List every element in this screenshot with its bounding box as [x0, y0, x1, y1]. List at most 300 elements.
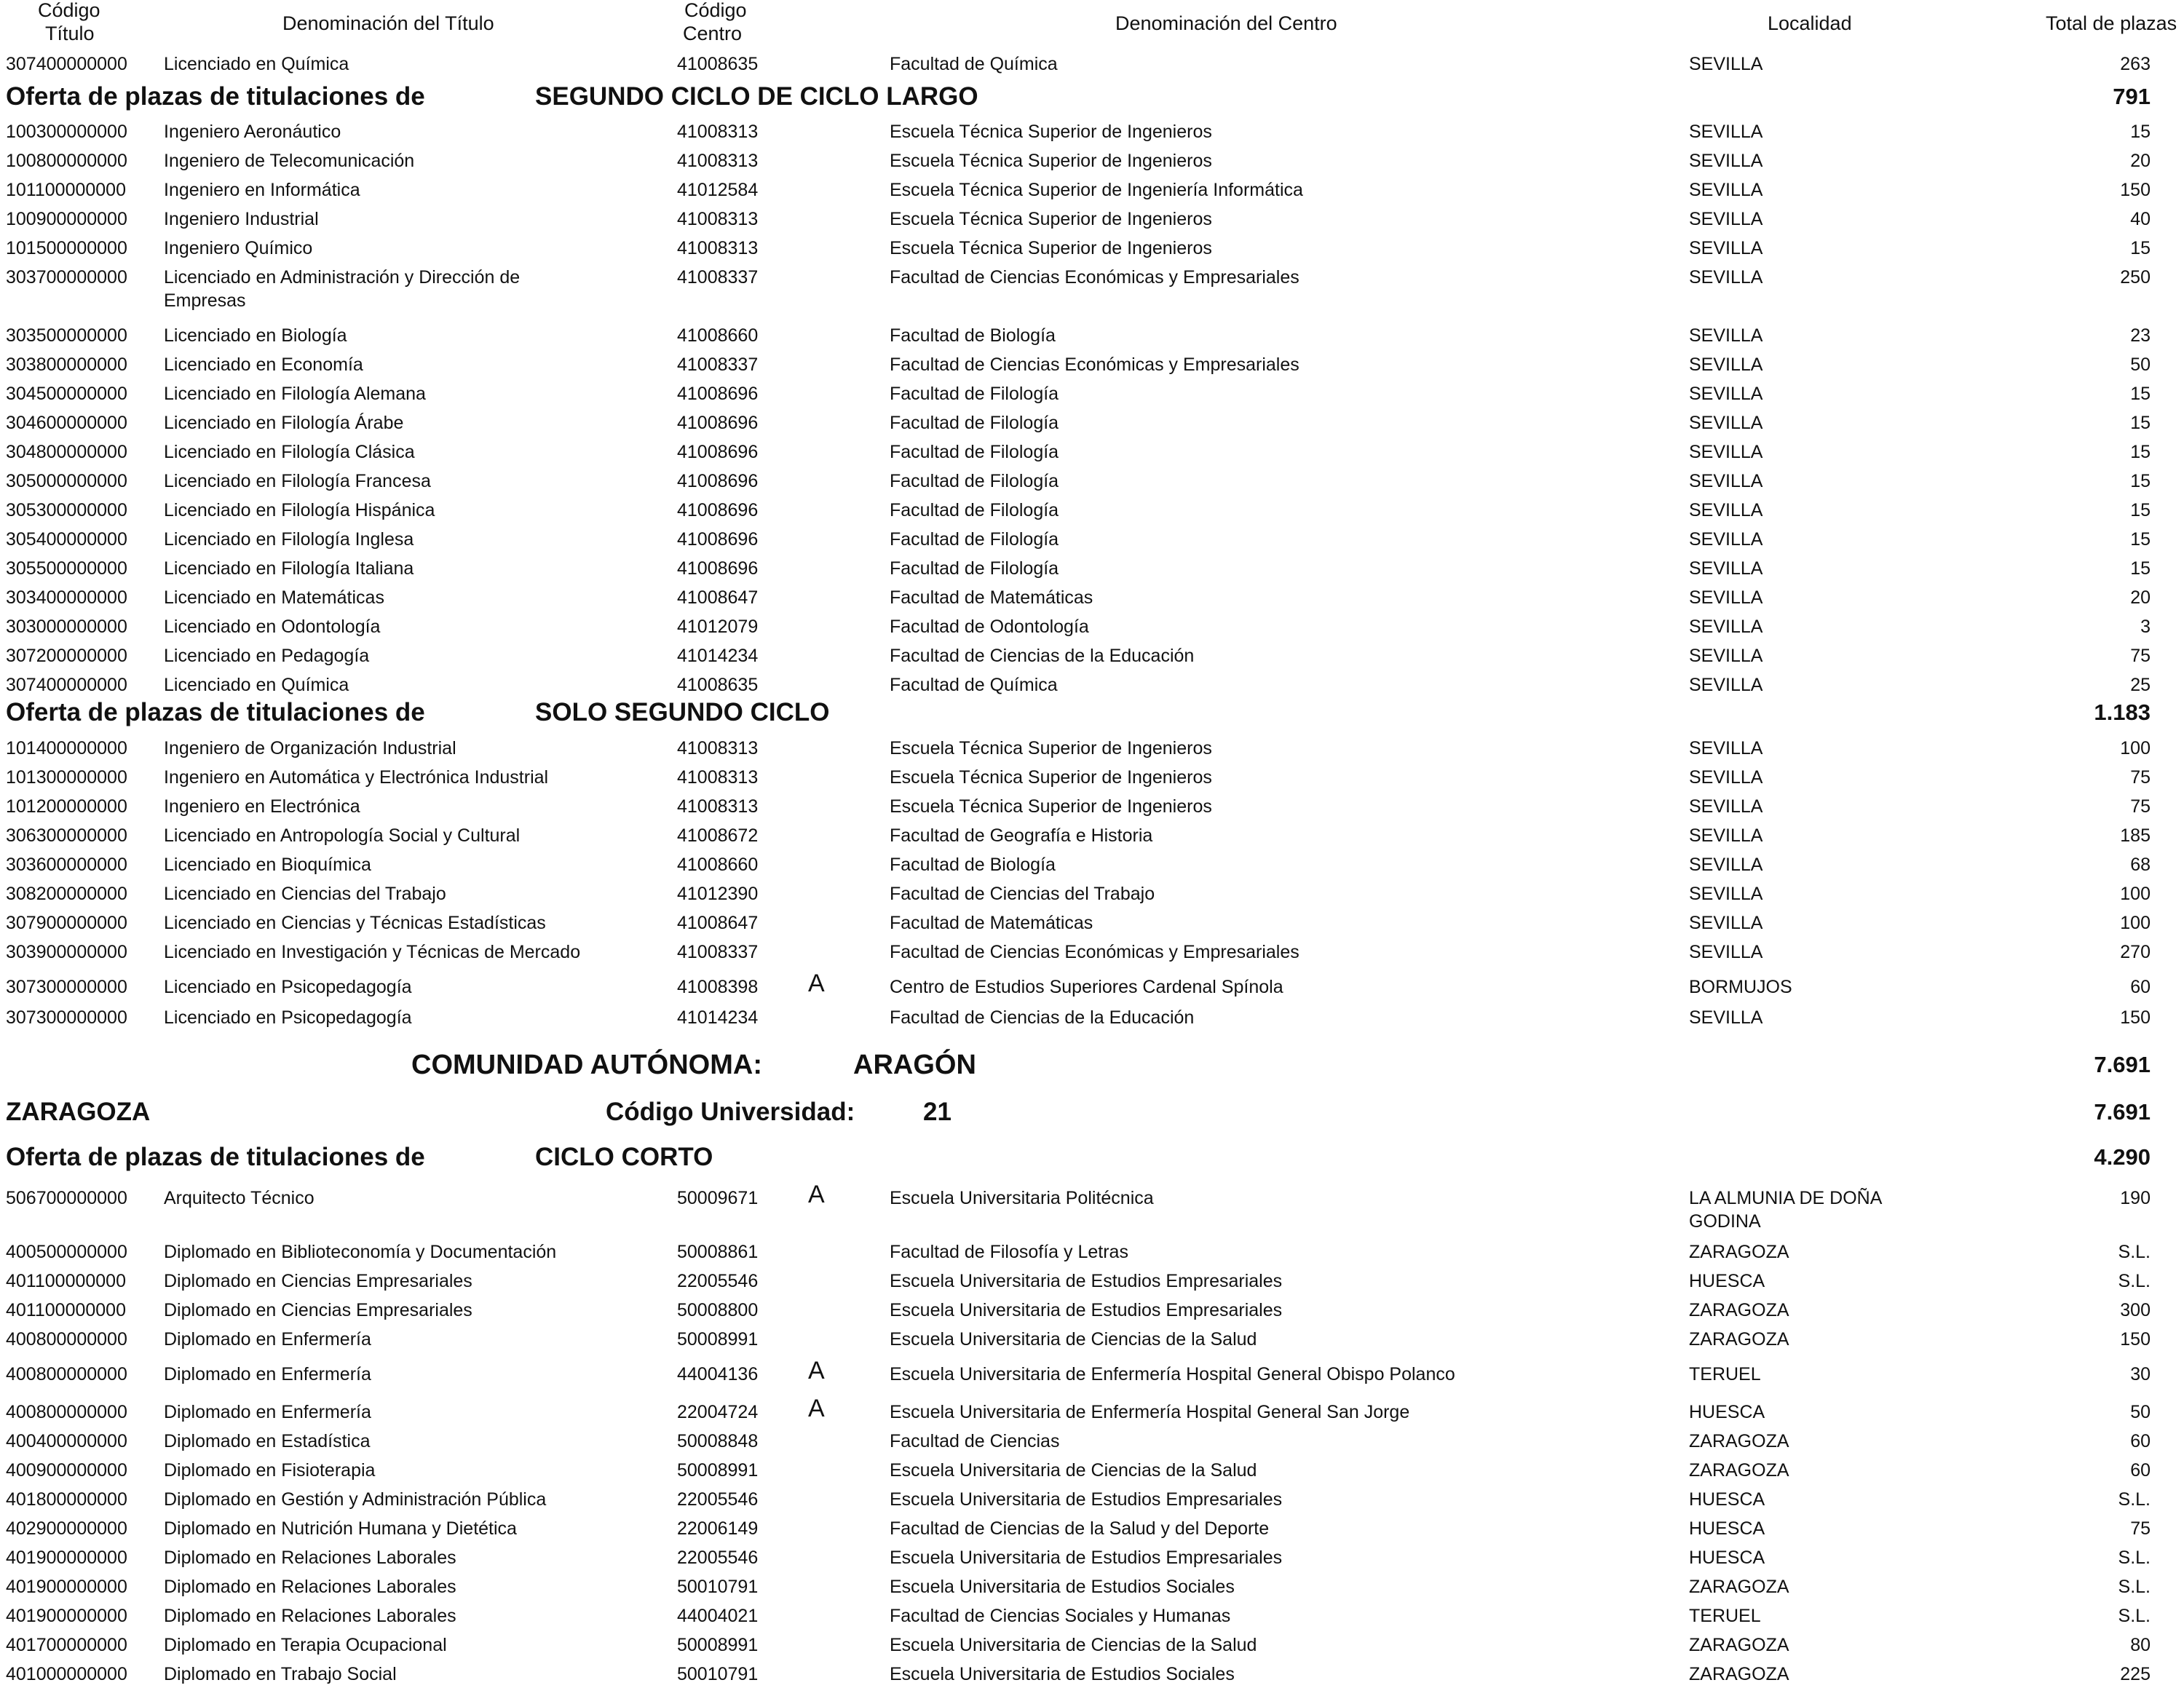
localidad: ZARAGOZA	[1689, 1577, 1789, 1597]
section-heading-ciclo-corto	[0, 1142, 2184, 1174]
localidad: SEVILLA	[1689, 151, 1763, 171]
localidad: TERUEL	[1689, 1606, 1761, 1626]
codigo-titulo: 303600000000	[6, 855, 127, 875]
codigo-titulo: 307300000000	[6, 1007, 127, 1028]
section-prefix: Oferta de plazas de titulaciones de	[6, 698, 425, 726]
comunidad-autonoma-heading	[0, 1050, 2184, 1085]
denominacion-centro: Facultad de Ciencias de la Educación	[890, 1007, 1195, 1028]
codigo-centro: 41008313	[677, 238, 759, 258]
table-row	[0, 911, 2184, 936]
total-plazas: 23	[2130, 325, 2151, 346]
codigo-titulo: 100800000000	[6, 151, 127, 171]
codigo-centro: 22005546	[677, 1548, 759, 1568]
codigo-centro: 41008313	[677, 151, 759, 171]
total-plazas: 80	[2130, 1635, 2151, 1655]
denominacion-titulo: Licenciado en Psicopedagogía	[164, 1007, 412, 1028]
denominacion-titulo: Licenciado en Ciencias y Técnicas Estadísticas	[164, 913, 546, 933]
denominacion-titulo: Licenciado en Filología Italiana	[164, 558, 414, 579]
codigo-centro: 50008991	[677, 1329, 759, 1350]
codigo-centro: 50008991	[677, 1635, 759, 1655]
codigo-centro: 41008696	[677, 413, 759, 433]
codigo-titulo: 402900000000	[6, 1518, 127, 1539]
table-row	[0, 737, 2184, 761]
total-plazas: 60	[2130, 1460, 2151, 1481]
codigo-titulo: 400800000000	[6, 1402, 127, 1422]
table-row	[0, 266, 2184, 311]
codigo-centro: 41014234	[677, 646, 759, 666]
denominacion-centro: Facultad de Filología	[890, 384, 1059, 404]
codigo-centro: 50010791	[677, 1577, 759, 1597]
section-name: SEGUNDO CICLO DE CICLO LARGO	[535, 82, 978, 111]
localidad: HUESCA	[1689, 1402, 1765, 1422]
codigo-centro: 41008635	[677, 54, 759, 74]
table-row	[0, 324, 2184, 349]
denominacion-centro: Facultad de Geografía e Historia	[890, 825, 1153, 846]
table-row	[0, 1604, 2184, 1629]
codigo-titulo: 401700000000	[6, 1635, 127, 1655]
denominacion-centro: Facultad de Ciencias del Trabajo	[890, 884, 1155, 904]
table-row	[0, 795, 2184, 820]
table-row	[0, 673, 2184, 698]
codigo-titulo: 400500000000	[6, 1242, 127, 1262]
denominacion-centro: Escuela Universitaria de Ciencias de la Salud	[890, 1635, 1257, 1655]
denominacion-titulo: Ingeniero Industrial	[164, 209, 319, 229]
total-plazas: 30	[2130, 1364, 2151, 1384]
total-plazas: 190	[2120, 1188, 2151, 1208]
localidad: SEVILLA	[1689, 529, 1763, 550]
total-plazas: 270	[2120, 942, 2151, 962]
total-plazas: 40	[2130, 209, 2151, 229]
codigo-titulo: 401900000000	[6, 1577, 127, 1597]
localidad: ZARAGOZA	[1689, 1635, 1789, 1655]
codigo-centro: 41008313	[677, 796, 759, 817]
codigo-titulo: 307200000000	[6, 646, 127, 666]
localidad: SEVILLA	[1689, 500, 1763, 520]
codigo-titulo: 101300000000	[6, 767, 127, 788]
total-plazas: S.L.	[2118, 1271, 2151, 1291]
denominacion-centro: Escuela Universitaria de Enfermería Hospital General Obispo Polanco	[890, 1364, 1455, 1384]
section-total: 1.183	[2094, 700, 2151, 725]
total-plazas: 225	[2120, 1664, 2151, 1684]
codigo-titulo: 304600000000	[6, 413, 127, 433]
denominacion-centro: Facultad de Matemáticas	[890, 587, 1093, 608]
denominacion-titulo: Licenciado en Filología Francesa	[164, 471, 431, 491]
table-row	[0, 1357, 2184, 1387]
denominacion-titulo: Licenciado en Ciencias del Trabajo	[164, 884, 446, 904]
adscrito-flag: A	[808, 1181, 825, 1208]
total-plazas: 100	[2120, 913, 2151, 933]
table-row	[0, 237, 2184, 261]
section-name: CICLO CORTO	[535, 1143, 713, 1171]
codigo-centro: 41008696	[677, 529, 759, 550]
denominacion-centro: Escuela Técnica Superior de Ingenieros	[890, 738, 1212, 758]
table-row	[0, 824, 2184, 849]
denominacion-titulo: Licenciado en Filología Árabe	[164, 413, 404, 433]
codigo-centro: 22005546	[677, 1489, 759, 1510]
codigo-centro: 22005546	[677, 1271, 759, 1291]
total-plazas: 15	[2130, 500, 2151, 520]
codigo-centro: 50008861	[677, 1242, 759, 1262]
table-row	[0, 615, 2184, 640]
denominacion-centro: Escuela Universitaria de Estudios Sociales	[890, 1664, 1235, 1684]
codigo-titulo: 303900000000	[6, 942, 127, 962]
localidad: SEVILLA	[1689, 675, 1763, 695]
denominacion-centro: Escuela Universitaria de Ciencias de la Salud	[890, 1329, 1257, 1350]
denominacion-titulo: Diplomado en Fisioterapia	[164, 1460, 376, 1481]
table-row	[0, 382, 2184, 407]
codigo-titulo: 305400000000	[6, 529, 127, 550]
denominacion-titulo: Licenciado en Antropología Social y Cultural	[164, 825, 521, 846]
table-row	[0, 149, 2184, 174]
denominacion-centro: Escuela Técnica Superior de Ingenieros	[890, 209, 1212, 229]
comunidad-label: COMUNIDAD AUTÓNOMA:	[411, 1050, 762, 1080]
denominacion-centro: Escuela Universitaria de Estudios Empresariales	[890, 1489, 1283, 1510]
codigo-titulo: 100900000000	[6, 209, 127, 229]
localidad: SEVILLA	[1689, 122, 1763, 142]
table-row	[0, 1269, 2184, 1294]
codigo-titulo: 100300000000	[6, 122, 127, 142]
codigo-titulo: 401900000000	[6, 1548, 127, 1568]
codigo-titulo: 304500000000	[6, 384, 127, 404]
denominacion-titulo: Licenciado en Bioquímica	[164, 855, 371, 875]
total-plazas: S.L.	[2118, 1548, 2151, 1568]
denominacion-centro: Facultad de Filología	[890, 529, 1059, 550]
localidad: SEVILLA	[1689, 587, 1763, 608]
localidad: TERUEL	[1689, 1364, 1761, 1384]
denominacion-centro: Facultad de Ciencias Económicas y Empresariales	[890, 267, 1299, 288]
codigo-centro: 41008313	[677, 209, 759, 229]
codigo-centro: 41012584	[677, 180, 759, 200]
localidad: SEVILLA	[1689, 267, 1763, 288]
total-plazas: 15	[2130, 471, 2151, 491]
table-row	[0, 853, 2184, 878]
total-plazas: S.L.	[2118, 1242, 2151, 1262]
denominacion-centro: Facultad de Matemáticas	[890, 913, 1093, 933]
denominacion-titulo: Licenciado en Química	[164, 675, 349, 695]
denominacion-titulo: Ingeniero de Telecomunicación	[164, 151, 415, 171]
total-plazas: 150	[2120, 1329, 2151, 1350]
codigo-titulo: 400900000000	[6, 1460, 127, 1481]
codigo-centro: 50010791	[677, 1664, 759, 1684]
denominacion-titulo: Diplomado en Biblioteconomía y Documentación	[164, 1242, 557, 1262]
denominacion-titulo: Diplomado en Ciencias Empresariales	[164, 1300, 472, 1320]
localidad: LA ALMUNIA DE DOÑA	[1689, 1188, 1883, 1208]
denominacion-centro: Facultad de Ciencias de la Educación	[890, 646, 1195, 666]
denominacion-centro: Facultad de Filología	[890, 471, 1059, 491]
denominacion-centro: Facultad de Ciencias Sociales y Humanas	[890, 1606, 1231, 1626]
total-plazas: 15	[2130, 122, 2151, 142]
localidad-cont: GODINA	[1689, 1211, 1761, 1232]
denominacion-centro: Facultad de Ciencias	[890, 1431, 1060, 1451]
adscrito-flag: A	[808, 1395, 825, 1422]
table-row	[0, 1459, 2184, 1483]
section-name: SOLO SEGUNDO CICLO	[535, 698, 830, 726]
header-codigo-titulo-line1: Código	[38, 0, 100, 21]
codigo-centro: 41008647	[677, 913, 759, 933]
localidad: ZARAGOZA	[1689, 1460, 1789, 1481]
denominacion-titulo: Diplomado en Nutrición Humana y Dietética	[164, 1518, 517, 1539]
codigo-centro: 41008696	[677, 558, 759, 579]
denominacion-titulo-cont: Empresas	[164, 290, 246, 311]
denominacion-titulo: Diplomado en Enfermería	[164, 1329, 371, 1350]
universidad-label: Código Universidad:	[606, 1098, 855, 1126]
codigo-centro: 50009671	[677, 1188, 759, 1208]
table-header	[0, 0, 2184, 51]
localidad: SEVILLA	[1689, 558, 1763, 579]
table-row	[0, 1546, 2184, 1571]
denominacion-centro: Escuela Universitaria de Estudios Sociales	[890, 1577, 1235, 1597]
denominacion-centro: Facultad de Filología	[890, 558, 1059, 579]
codigo-centro: 41008647	[677, 587, 759, 608]
total-plazas: 263	[2120, 54, 2151, 74]
total-plazas: S.L.	[2118, 1606, 2151, 1626]
denominacion-centro: Facultad de Ciencias Económicas y Empresariales	[890, 354, 1299, 375]
denominacion-centro: Facultad de Filología	[890, 442, 1059, 462]
total-plazas: 50	[2130, 1402, 2151, 1422]
localidad: HUESCA	[1689, 1489, 1765, 1510]
denominacion-titulo: Ingeniero en Automática y Electrónica Industrial	[164, 767, 549, 788]
total-plazas: 20	[2130, 587, 2151, 608]
codigo-titulo: 303700000000	[6, 267, 127, 288]
denominacion-centro: Escuela Técnica Superior de Ingenieros	[890, 796, 1212, 817]
codigo-titulo: 101400000000	[6, 738, 127, 758]
universidad-name: ZARAGOZA	[6, 1098, 151, 1126]
localidad: SEVILLA	[1689, 413, 1763, 433]
total-plazas: 250	[2120, 267, 2151, 288]
table-row	[0, 1006, 2184, 1031]
total-plazas: 60	[2130, 977, 2151, 997]
table-row	[0, 557, 2184, 582]
codigo-centro: 41008313	[677, 738, 759, 758]
denominacion-titulo: Diplomado en Ciencias Empresariales	[164, 1271, 472, 1291]
localidad: HUESCA	[1689, 1518, 1765, 1539]
codigo-titulo: 308200000000	[6, 884, 127, 904]
codigo-titulo: 401800000000	[6, 1489, 127, 1510]
codigo-centro: 50008800	[677, 1300, 759, 1320]
codigo-centro: 41008696	[677, 384, 759, 404]
denominacion-centro: Escuela Universitaria de Estudios Empresariales	[890, 1300, 1283, 1320]
header-denominacion-centro: Denominación del Centro	[1115, 12, 1337, 34]
codigo-titulo: 101100000000	[6, 180, 126, 200]
codigo-titulo: 304800000000	[6, 442, 127, 462]
localidad: SEVILLA	[1689, 209, 1763, 229]
denominacion-titulo: Licenciado en Psicopedagogía	[164, 977, 412, 997]
codigo-titulo: 307300000000	[6, 977, 127, 997]
denominacion-centro: Escuela Técnica Superior de Ingenieros	[890, 151, 1212, 171]
codigo-centro: 41008635	[677, 675, 759, 695]
denominacion-centro: Escuela Universitaria Politécnica	[890, 1188, 1154, 1208]
denominacion-titulo: Ingeniero en Informática	[164, 180, 360, 200]
section-total: 4.290	[2094, 1144, 2151, 1170]
table-row	[0, 528, 2184, 552]
codigo-titulo: 307400000000	[6, 675, 127, 695]
codigo-titulo: 101500000000	[6, 238, 127, 258]
codigo-centro: 41008660	[677, 855, 759, 875]
codigo-centro: 41008660	[677, 325, 759, 346]
table-row	[0, 1181, 2184, 1232]
denominacion-titulo: Ingeniero en Electrónica	[164, 796, 360, 817]
total-plazas: 75	[2130, 646, 2151, 666]
denominacion-titulo: Licenciado en Economía	[164, 354, 363, 375]
denominacion-centro: Facultad de Filología	[890, 500, 1059, 520]
denominacion-titulo: Licenciado en Investigación y Técnicas de Mercado	[164, 942, 581, 962]
total-plazas: 20	[2130, 151, 2151, 171]
total-plazas: 75	[2130, 796, 2151, 817]
table-row	[0, 586, 2184, 611]
codigo-centro: 41008696	[677, 500, 759, 520]
table-row	[0, 499, 2184, 523]
localidad: SEVILLA	[1689, 884, 1763, 904]
codigo-centro: 41008696	[677, 471, 759, 491]
codigo-titulo: 401000000000	[6, 1664, 127, 1684]
header-codigo-centro-line2: Centro	[683, 23, 743, 44]
total-plazas: S.L.	[2118, 1489, 2151, 1510]
denominacion-centro: Facultad de Química	[890, 54, 1058, 74]
denominacion-titulo: Ingeniero de Organización Industrial	[164, 738, 456, 758]
codigo-centro: 22004724	[677, 1402, 759, 1422]
localidad: SEVILLA	[1689, 796, 1763, 817]
codigo-titulo: 305000000000	[6, 471, 127, 491]
codigo-titulo: 305300000000	[6, 500, 127, 520]
total-plazas: 150	[2120, 1007, 2151, 1028]
localidad: SEVILLA	[1689, 54, 1763, 74]
codigo-titulo: 303800000000	[6, 354, 127, 375]
localidad: SEVILLA	[1689, 1007, 1763, 1028]
denominacion-titulo: Diplomado en Enfermería	[164, 1364, 371, 1384]
codigo-titulo: 401100000000	[6, 1271, 126, 1291]
codigo-centro: 41008313	[677, 122, 759, 142]
localidad: SEVILLA	[1689, 767, 1763, 788]
codigo-centro: 41008313	[677, 767, 759, 788]
total-plazas: 15	[2130, 442, 2151, 462]
total-plazas: 50	[2130, 354, 2151, 375]
table-row	[0, 353, 2184, 378]
codigo-titulo: 306300000000	[6, 825, 127, 846]
codigo-titulo: 506700000000	[6, 1188, 127, 1208]
section-prefix: Oferta de plazas de titulaciones de	[6, 82, 425, 111]
adscrito-flag: A	[808, 1357, 825, 1384]
section-total: 791	[2113, 84, 2151, 109]
table-row	[0, 469, 2184, 494]
total-plazas: 185	[2120, 825, 2151, 846]
codigo-centro: 22006149	[677, 1518, 759, 1539]
codigo-centro: 41008398	[677, 977, 759, 997]
codigo-centro: 41008337	[677, 354, 759, 375]
adscrito-flag: A	[808, 970, 825, 997]
total-plazas: 15	[2130, 558, 2151, 579]
codigo-titulo: 101200000000	[6, 796, 127, 817]
denominacion-titulo: Diplomado en Enfermería	[164, 1402, 371, 1422]
universidad-code: 21	[923, 1098, 951, 1126]
denominacion-titulo: Diplomado en Estadística	[164, 1431, 371, 1451]
table-row	[0, 1299, 2184, 1323]
section-prefix: Oferta de plazas de titulaciones de	[6, 1143, 425, 1171]
codigo-titulo: 401100000000	[6, 1300, 126, 1320]
header-codigo-titulo-line2: Título	[45, 23, 95, 44]
denominacion-centro: Escuela Universitaria de Estudios Empresariales	[890, 1548, 1283, 1568]
codigo-centro: 44004021	[677, 1606, 759, 1626]
denominacion-centro: Facultad de Filología	[890, 413, 1059, 433]
total-plazas: 75	[2130, 1518, 2151, 1539]
denominacion-titulo: Licenciado en Filología Clásica	[164, 442, 415, 462]
denominacion-titulo: Diplomado en Relaciones Laborales	[164, 1606, 456, 1626]
codigo-titulo: 303500000000	[6, 325, 127, 346]
codigo-titulo: 401900000000	[6, 1606, 127, 1626]
table-row	[0, 1395, 2184, 1425]
localidad: HUESCA	[1689, 1548, 1765, 1568]
localidad: BORMUJOS	[1689, 977, 1792, 997]
header-denominacion-titulo: Denominación del Título	[282, 12, 494, 34]
section-heading-solo-segundo-ciclo	[0, 697, 2184, 729]
total-plazas: 15	[2130, 413, 2151, 433]
table-row	[0, 1430, 2184, 1454]
table-row	[0, 411, 2184, 436]
denominacion-titulo: Licenciado en Filología Inglesa	[164, 529, 414, 550]
denominacion-centro: Facultad de Odontología	[890, 617, 1089, 637]
denominacion-centro: Facultad de Biología	[890, 855, 1056, 875]
table-row	[0, 52, 2184, 77]
table-row	[0, 1575, 2184, 1600]
denominacion-centro: Escuela Universitaria de Enfermería Hospital General San Jorge	[890, 1402, 1410, 1422]
codigo-centro: 44004136	[677, 1364, 759, 1384]
localidad: SEVILLA	[1689, 442, 1763, 462]
denominacion-centro: Facultad de Biología	[890, 325, 1056, 346]
localidad: SEVILLA	[1689, 471, 1763, 491]
localidad: SEVILLA	[1689, 942, 1763, 962]
localidad: ZARAGOZA	[1689, 1664, 1789, 1684]
localidad: SEVILLA	[1689, 646, 1763, 666]
localidad: SEVILLA	[1689, 825, 1763, 846]
header-codigo-centro-line1: Código	[684, 0, 747, 21]
comunidad-total: 7.691	[2094, 1052, 2151, 1077]
table-row	[0, 207, 2184, 232]
denominacion-centro: Escuela Universitaria de Estudios Empresariales	[890, 1271, 1283, 1291]
total-plazas: 3	[2140, 617, 2151, 637]
codigo-titulo: 400400000000	[6, 1431, 127, 1451]
localidad: SEVILLA	[1689, 855, 1763, 875]
denominacion-centro: Facultad de Ciencias de la Salud y del Deporte	[890, 1518, 1270, 1539]
denominacion-titulo: Licenciado en Biología	[164, 325, 347, 346]
codigo-centro: 41012390	[677, 884, 759, 904]
denominacion-titulo: Ingeniero Químico	[164, 238, 313, 258]
denominacion-titulo: Licenciado en Filología Hispánica	[164, 500, 435, 520]
table-row	[0, 970, 2184, 1000]
denominacion-titulo: Diplomado en Relaciones Laborales	[164, 1548, 456, 1568]
total-plazas: 25	[2130, 675, 2151, 695]
localidad: SEVILLA	[1689, 384, 1763, 404]
table-row	[0, 1633, 2184, 1658]
codigo-centro: 41014234	[677, 1007, 759, 1028]
table-row	[0, 1240, 2184, 1265]
codigo-titulo: 303000000000	[6, 617, 127, 637]
localidad: ZARAGOZA	[1689, 1329, 1789, 1350]
denominacion-titulo: Licenciado en Filología Alemana	[164, 384, 426, 404]
table-row	[0, 120, 2184, 145]
localidad: ZARAGOZA	[1689, 1242, 1789, 1262]
localidad: SEVILLA	[1689, 617, 1763, 637]
denominacion-titulo: Diplomado en Terapia Ocupacional	[164, 1635, 447, 1655]
localidad: SEVILLA	[1689, 913, 1763, 933]
denominacion-titulo: Licenciado en Odontología	[164, 617, 381, 637]
table-row	[0, 440, 2184, 465]
denominacion-titulo: Licenciado en Química	[164, 54, 349, 74]
localidad: SEVILLA	[1689, 738, 1763, 758]
codigo-titulo: 303400000000	[6, 587, 127, 608]
codigo-titulo: 400800000000	[6, 1364, 127, 1384]
denominacion-titulo: Diplomado en Relaciones Laborales	[164, 1577, 456, 1597]
total-plazas: 100	[2120, 884, 2151, 904]
codigo-titulo: 305500000000	[6, 558, 127, 579]
